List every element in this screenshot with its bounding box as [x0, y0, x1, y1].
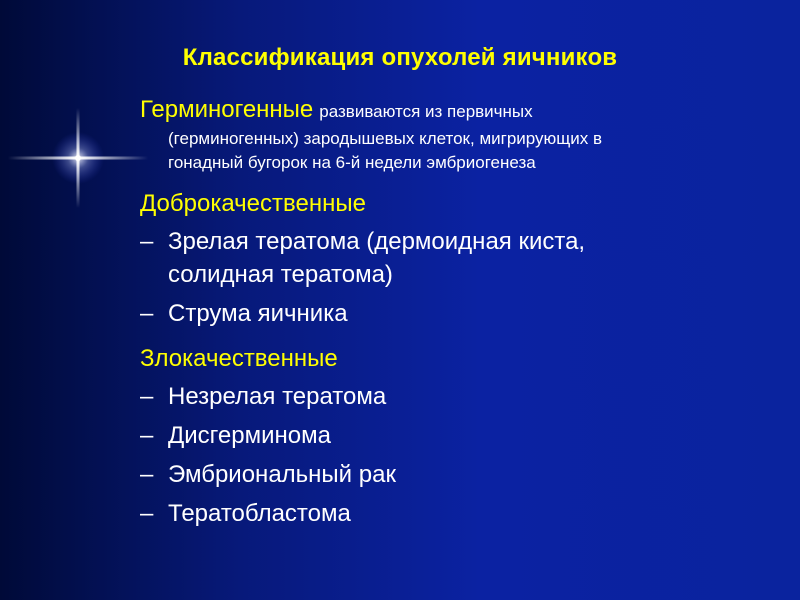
list-item-mature-teratoma [140, 225, 780, 291]
germinogenic-description-line3: гонадный бугорок на 6-й недели эмбриогенеза [168, 153, 536, 172]
list-dash: – [140, 383, 154, 410]
list-item-text: Зрелая тератома (дермоидная киста, [168, 228, 586, 255]
list-item-text: Тератобластома [168, 500, 351, 527]
list-dash: – [140, 228, 154, 255]
slide-content [140, 95, 780, 530]
list-item-text: Струма яичника [168, 300, 348, 327]
list-item-immature-teratoma [140, 380, 780, 413]
slide-title: Классификация опухолей яичников [182, 44, 618, 71]
list-dash: – [140, 461, 154, 488]
germinogenic-heading [140, 95, 780, 127]
list-item-text: Незрелая тератома [168, 383, 387, 410]
list-item-teratoblastoma [140, 497, 780, 530]
list-item-struma-ovarii [140, 297, 780, 330]
germinogenic-description-line2: (герминогенных) зародышевых клеток, мигрирующих в [168, 129, 603, 148]
list-dash: – [140, 422, 154, 449]
germinogenic-description-line1: развиваются из первичных [319, 102, 533, 121]
malignant-heading: Злокачественные [140, 345, 338, 372]
benign-heading: Доброкачественные [140, 190, 366, 217]
list-item-text: Дисгерминома [168, 422, 331, 449]
list-dash: – [140, 300, 154, 327]
list-item-embryonal-carcinoma [140, 458, 780, 491]
list-item-dysgerminoma [140, 419, 780, 452]
list-item-text-continued: солидная тератома) [168, 261, 393, 288]
list-item-text: Эмбриональный рак [168, 461, 396, 488]
germinogenic-label: Герминогенные [140, 96, 314, 123]
list-dash: – [140, 500, 154, 527]
